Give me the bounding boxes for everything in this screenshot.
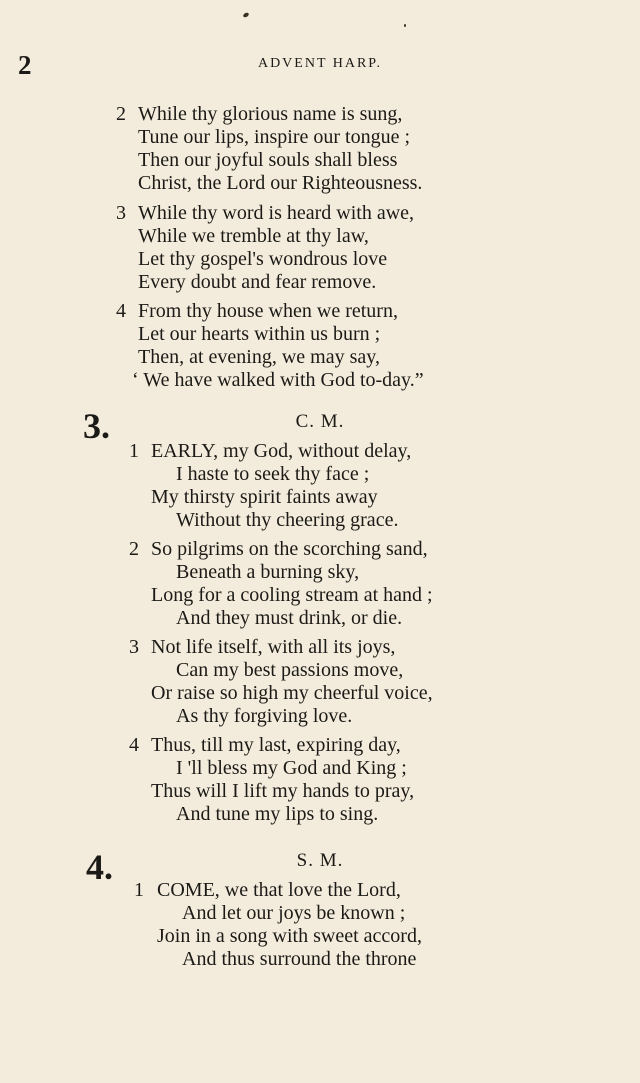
stanza-number: 2	[129, 538, 139, 560]
verse-line: Thus will I lift my hands to pray,	[151, 780, 415, 802]
verse-line: So pilgrims on the scorching sand,	[151, 538, 428, 560]
verse-line: EARLY, my God, without delay,	[151, 440, 412, 462]
verse-line: Or raise so high my cheerful voice,	[151, 682, 433, 704]
verse-line: Then our joyful souls shall bless	[138, 149, 398, 171]
verse-line: As thy forgiving love.	[176, 705, 353, 727]
verse-line: Can my best passions move,	[176, 659, 404, 681]
stanza-number: 2	[116, 103, 126, 125]
ink-speck	[242, 12, 249, 18]
stanza-number: 1	[134, 879, 144, 901]
ink-speck	[404, 24, 406, 27]
verse-line: Let thy gospel's wondrous love	[138, 248, 388, 270]
verse-line: I haste to seek thy face ;	[176, 463, 370, 485]
verse-line: Thus, till my last, expiring day,	[151, 734, 401, 756]
verse-line: My thirsty spirit faints away	[151, 486, 378, 508]
hymn-meter: S. M.	[296, 850, 344, 871]
verse-line: From thy house when we return,	[138, 300, 398, 322]
verse-line: While thy word is heard with awe,	[138, 202, 415, 224]
stanza-number: 1	[129, 440, 139, 462]
verse-line: Christ, the Lord our Righteousness.	[138, 172, 423, 194]
stanza-number: 4	[116, 300, 126, 322]
running-title: ADVENT HARP.	[257, 56, 383, 71]
verse-line: I 'll bless my God and King ;	[176, 757, 407, 779]
verse-line: While thy glorious name is sung,	[138, 103, 403, 125]
hymn-number: 3.	[83, 406, 110, 446]
verse-line: Not life itself, with all its joys,	[151, 636, 396, 658]
stanza-number: 3	[129, 636, 139, 658]
verse-line: Then, at evening, we may say,	[138, 346, 380, 368]
verse-line: And thus surround the throne	[182, 948, 417, 970]
verse-line: And they must drink, or die.	[176, 607, 403, 629]
verse-line: COME, we that love the Lord,	[157, 879, 401, 901]
verse-line: Without thy cheering grace.	[176, 509, 399, 531]
verse-line: And tune my lips to sing.	[176, 803, 379, 825]
verse-line: While we tremble at thy law,	[138, 225, 369, 247]
verse-line: Every doubt and fear remove.	[138, 271, 377, 293]
verse-line: Beneath a burning sky,	[176, 561, 360, 583]
verse-line: Let our hearts within us burn ;	[138, 323, 381, 345]
verse-line: Join in a song with sweet accord,	[157, 925, 422, 947]
verse-line: Long for a cooling stream at hand ;	[151, 584, 433, 606]
page-number: 2	[18, 50, 32, 80]
stanza-number: 4	[129, 734, 139, 756]
hymn-meter: C. M.	[295, 411, 345, 432]
verse-line: And let our joys be known ;	[182, 902, 406, 924]
verse-line: Tune our lips, inspire our tongue ;	[138, 126, 411, 148]
stanza-number: 3	[116, 202, 126, 224]
verse-line: ‘ We have walked with God to-day.”	[132, 369, 424, 391]
hymn-number: 4.	[86, 847, 113, 887]
